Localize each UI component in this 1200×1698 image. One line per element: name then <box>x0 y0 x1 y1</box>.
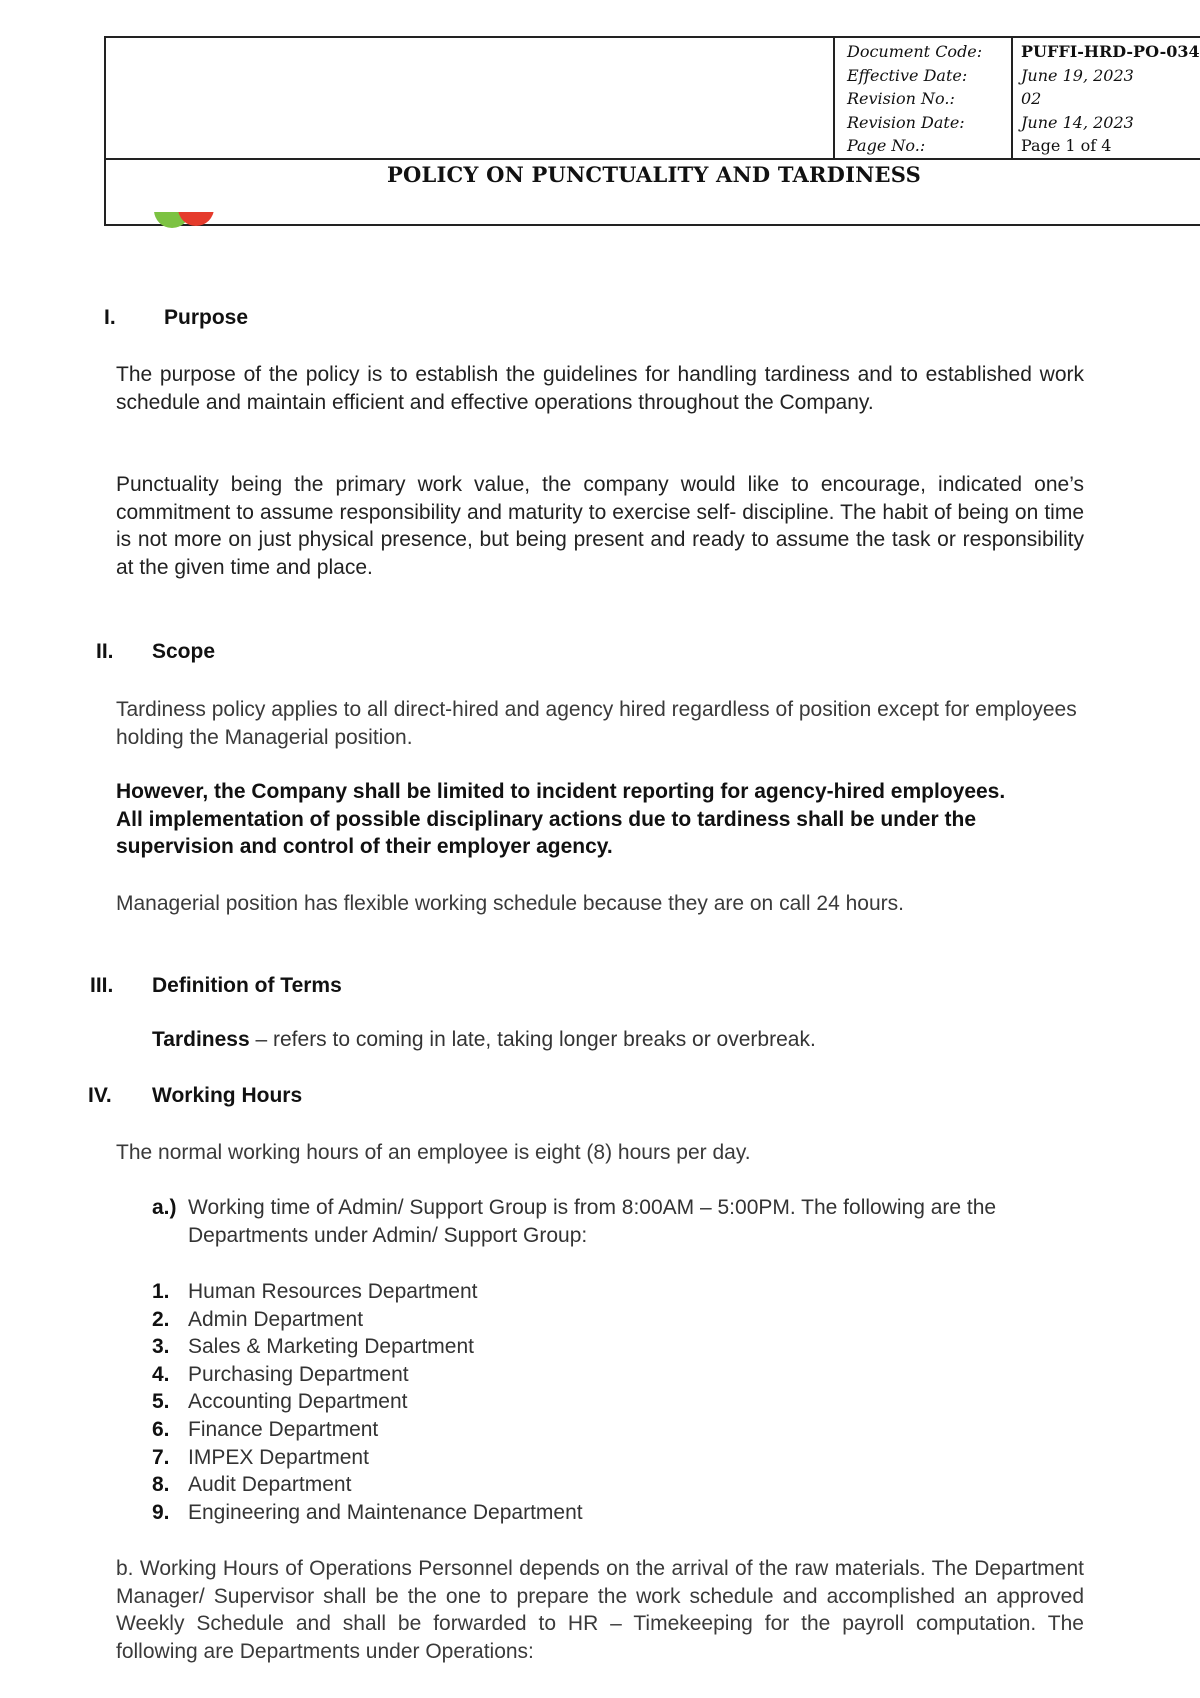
term-definition: – refers to coming in late, taking longer breaks or overbreak. <box>249 1028 816 1051</box>
section-number: IV. <box>88 1084 112 1107</box>
company-logo-icon <box>150 212 230 236</box>
section-title: Purpose <box>164 306 249 329</box>
revision-no-value: 02 <box>1021 89 1042 108</box>
section-number: III. <box>90 974 114 997</box>
meta-values-column <box>1011 38 1200 158</box>
scope-paragraph-1: Tardiness policy applies to all direct-hired and agency hired regardless of position except for employees holding the Managerial position. <box>116 698 1077 749</box>
meta-label-revision-date: Revision Date: <box>847 112 965 132</box>
meta-label-revision-no: Revision No.: <box>847 89 955 108</box>
scope-paragraph-3: Managerial position has flexible working schedule because they are on call 24 hours. <box>116 892 904 915</box>
effective-date-value: June 19, 2023 <box>1021 65 1134 85</box>
section-title: Definition of Terms <box>152 974 342 997</box>
policy-title: POLICY ON PUNCTUALITY AND TARDINESS <box>387 162 921 187</box>
header-top-row <box>106 38 1200 160</box>
section-number: I. <box>104 306 116 329</box>
item-a-label: a.) <box>152 1196 177 1219</box>
section-title: Scope <box>152 640 216 663</box>
working-hours-intro: The normal working hours of an employee is eight (8) hours per day. <box>116 1141 751 1164</box>
working-hours-item-b: b. Working Hours of Operations Personnel depends on the arrival of the raw materials. The Department Manager/ Supervisor shall be the one to prepare the work schedule and accomplished an approved Weekly Schedule and shall be forwarded to HR – Timekeeping for the payroll computation. The following are Departments under Operations: <box>116 1557 1084 1663</box>
meta-label-page-no: Page No.: <box>847 136 926 155</box>
item-a-text: Working time of Admin/ Support Group is from 8:00AM – 5:00PM. The following are the Departments under Admin/ Support Group: <box>188 1196 997 1247</box>
company-logo <box>150 212 230 236</box>
document-header <box>104 36 1200 226</box>
section-number: II. <box>96 640 114 663</box>
meta-label-effective-date: Effective Date: <box>847 65 968 85</box>
term-label: Tardiness <box>152 1028 250 1051</box>
purpose-paragraph-2: Punctuality being the primary work value, the company would like to encourage, indicated one’s commitment to assume responsibility and maturity to exercise self- discipline. The habit of being on time is not more on just physical presence, but being present and ready to assume the task or responsibility at the given time and place. <box>116 473 1084 579</box>
working-hours-item-a <box>152 1194 1084 1249</box>
section-title: Working Hours <box>152 1084 303 1107</box>
meta-label-document-code: Document Code: <box>847 42 983 61</box>
scope-paragraph-bold: However, the Company shall be limited to incident reporting for agency-hired employees. All implementation of possible disciplinary actions due to tardiness shall be under the supervision and control of their employer agency. <box>116 780 1006 859</box>
revision-date-value: June 14, 2023 <box>1021 112 1134 132</box>
document-code-value: PUFFI-HRD-PO-034 <box>1021 42 1200 61</box>
purpose-paragraph-1: The purpose of the policy is to establish the guidelines for handling tardiness and to established work schedule and maintain efficient and effective operations throughout the Company. <box>116 363 1084 414</box>
page-no-value: Page 1 of 4 <box>1021 136 1112 155</box>
meta-labels-column <box>833 38 1011 158</box>
definition-tardiness <box>152 1028 816 1052</box>
